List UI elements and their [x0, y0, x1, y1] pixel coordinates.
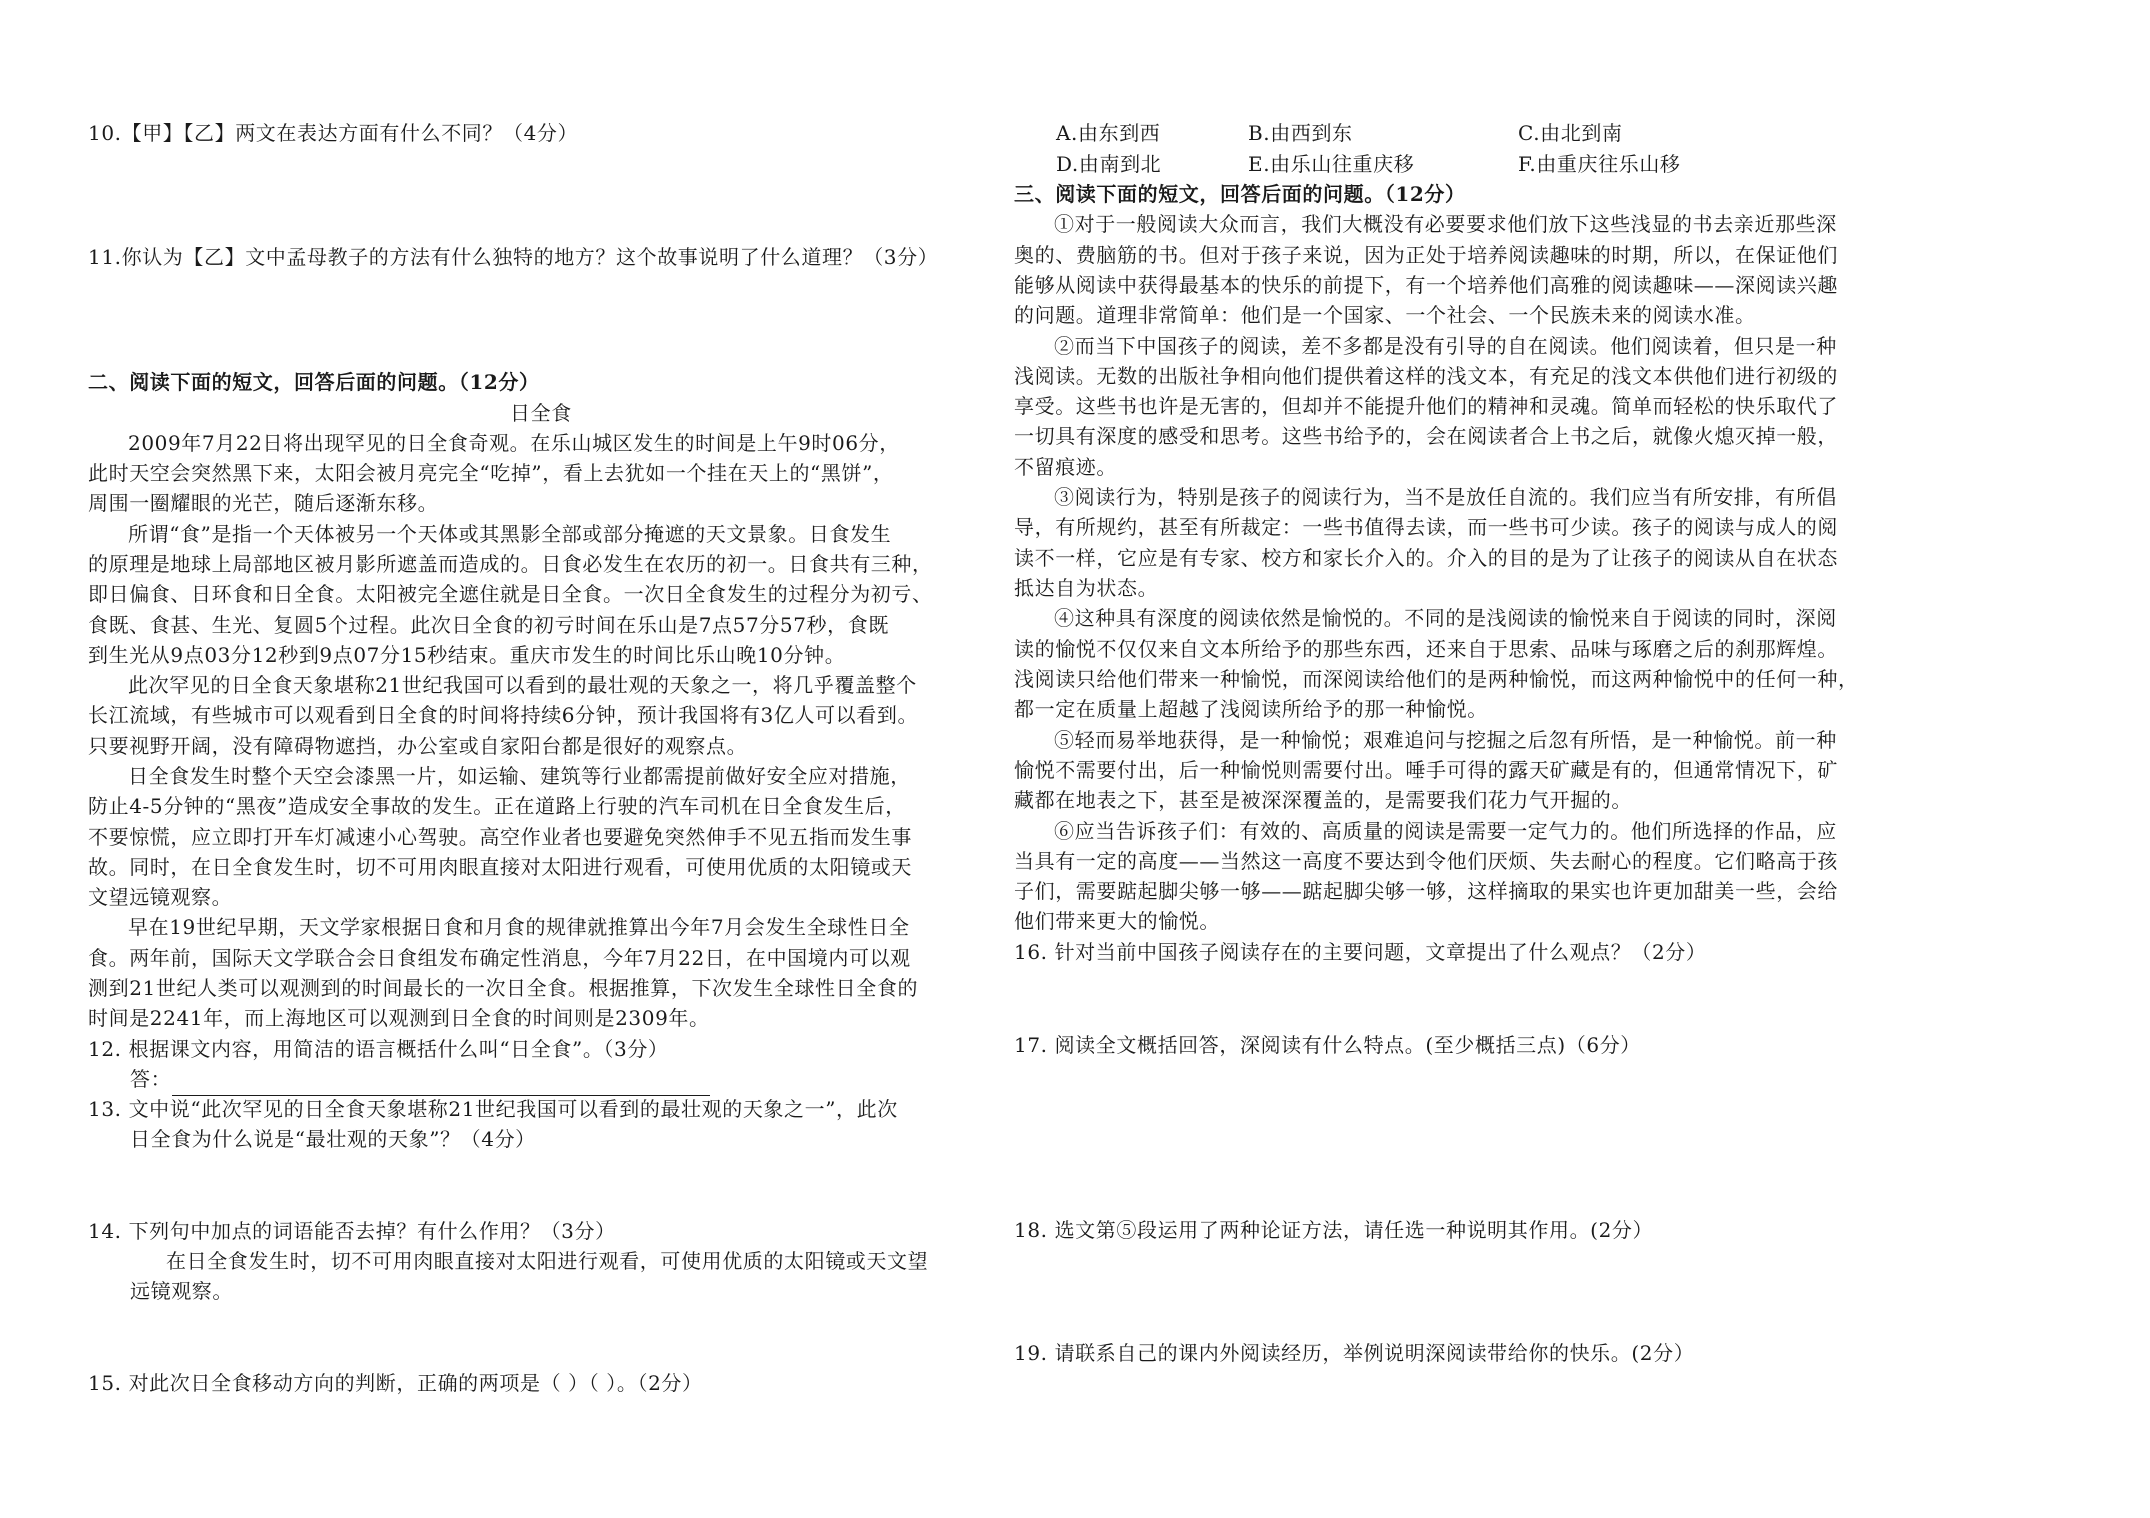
- option-c: C.由北到南: [1518, 121, 1623, 145]
- question-13: 13. 文中说“此次罕见的日全食天象堪称21世纪我国可以看到的最壮观的天象之一”，此次: [88, 1097, 898, 1121]
- question-14: 14. 下列句中加点的词语能否去掉？有什么作用？（3分）: [88, 1219, 616, 1243]
- passage-line: 当具有一定的高度——当然这一高度不要达到令他们厌烦、失去耐心的程度。它们略高于孩: [1014, 849, 1838, 873]
- passage-line: ②而当下中国孩子的阅读，差不多都是没有引导的自在阅读。他们阅读着，但只是一种: [1054, 334, 1837, 358]
- passage-line: 食。两年前，国际天文学联合会日食组发布确定性消息，今年7月22日，在中国境内可以观: [88, 946, 911, 970]
- option-d: D.由南到北: [1056, 152, 1162, 176]
- question-13-cont: 日全食为什么说是“最壮观的天象”？（4分）: [130, 1127, 536, 1151]
- left-column: [88, 0, 988, 1518]
- passage-line: 导，有所规约，甚至有所裁定：一些书值得去读，而一些书可少读。孩子的阅读与成人的阅: [1014, 515, 1838, 539]
- passage-line: 的原理是地球上局部地区被月影所遮盖而造成的。日食必发生在农历的初一。日食共有三种，: [88, 552, 933, 576]
- passage-line: 愉悦不需要付出，后一种愉悦则需要付出。唾手可得的露天矿藏是有的，但通常情况下，矿: [1014, 758, 1838, 782]
- question-19: 19. 请联系自己的课内外阅读经历，举例说明深阅读带给你的快乐。(2分）: [1014, 1341, 1695, 1365]
- option-a: A.由东到西: [1056, 121, 1161, 145]
- section-3-heading: 三、阅读下面的短文，回答后面的问题。（12分）: [1014, 182, 1466, 206]
- passage-line: 抵达自为状态。: [1014, 576, 1159, 600]
- question-10: 10.【甲】【乙】两文在表达方面有什么不同？（4分）: [88, 121, 579, 145]
- passage-line: 只要视野开阔，没有障碍物遮挡，办公室或自家阳台都是很好的观察点。: [88, 734, 748, 758]
- passage-line: 享受。这些书也许是无害的，但却并不能提升他们的精神和灵魂。简单而轻松的快乐取代了: [1014, 394, 1838, 418]
- question-12: 12. 根据课文内容，用简洁的语言概括什么叫“日全食”。（3分）: [88, 1037, 669, 1061]
- passage-line: ⑥应当告诉孩子们：有效的、高质量的阅读是需要一定气力的。他们所选择的作品，应: [1054, 819, 1837, 843]
- passage-line: 浅阅读。无数的出版社争相向他们提供着这样的浅文本，有充足的浅文本供他们进行初级的: [1014, 364, 1838, 388]
- passage-line: ①对于一般阅读大众而言，我们大概没有必要要求他们放下这些浅显的书去亲近那些深: [1054, 212, 1837, 236]
- passage-title: 日全食: [510, 401, 572, 425]
- passage-line: 所谓“食”是指一个天体被另一个天体或其黑影全部或部分掩遮的天文景象。日食发生: [128, 522, 892, 546]
- question-15: 15. 对此次日全食移动方向的判断，正确的两项是（ ）（ ）。（2分）: [88, 1371, 703, 1395]
- answer-label: 答：: [130, 1067, 172, 1091]
- passage-line: 到生光从9点03分12秒到9点07分15秒结束。重庆市发生的时间比乐山晚10分钟。: [88, 643, 846, 667]
- passage-line: 的问题。道理非常简单：他们是一个国家、一个社会、一个民族未来的阅读水准。: [1014, 303, 1756, 327]
- passage-line: 周围一圈耀眼的光芒，随后逐渐东移。: [88, 491, 439, 515]
- passage-line: 读不一样，它应是有专家、校方和家长介入的。介入的目的是为了让孩子的阅读从自在状态: [1014, 546, 1838, 570]
- passage-line: 故。同时，在日全食发生时，切不可用肉眼直接对太阳进行观看，可使用优质的太阳镜或天: [88, 855, 912, 879]
- passage-line: 奥的、费脑筋的书。但对于孩子来说，因为正处于培养阅读趣味的时期，所以，在保证他们: [1014, 243, 1838, 267]
- passage-line: 此时天空会突然黑下来，太阳会被月亮完全“吃掉”，看上去犹如一个挂在天上的“黑饼”，: [88, 461, 894, 485]
- passage-line: 浅阅读只给他们带来一种愉悦，而深阅读给他们的是两种愉悦，而这两种愉悦中的任何一种，: [1014, 667, 1859, 691]
- passage-line: 不留痕迹。: [1014, 455, 1117, 479]
- passage-line: 他们带来更大的愉悦。: [1014, 909, 1220, 933]
- option-f: F.由重庆往乐山移: [1518, 152, 1681, 176]
- question-17: 17. 阅读全文概括回答，深阅读有什么特点。(至少概括三点)（6分）: [1014, 1033, 1641, 1057]
- question-16: 16. 针对当前中国孩子阅读存在的主要问题，文章提出了什么观点？（2分）: [1014, 940, 1707, 964]
- answer-line: [172, 1095, 710, 1096]
- passage-line: 不要惊慌，应立即打开车灯减速小心驾驶。高空作业者也要避免突然伸手不见五指而发生事: [88, 825, 912, 849]
- passage-line: 文望远镜观察。: [88, 885, 233, 909]
- passage-line: 防止4-5分钟的“黑夜”造成安全事故的发生。正在道路上行驶的汽车司机在日全食发生后，: [88, 794, 906, 818]
- passage-line: 藏都在地表之下，甚至是被深深覆盖的，是需要我们花力气开掘的。: [1014, 788, 1632, 812]
- passage-line: 早在19世纪早期，天文学家根据日食和月食的规律就推算出今年7月会发生全球性日全: [128, 915, 910, 939]
- passage-line: 时间是2241年，而上海地区可以观测到日全食的时间则是2309年。: [88, 1006, 710, 1030]
- passage-line: ⑤轻而易举地获得，是一种愉悦；艰难追问与挖掘之后忽有所悟，是一种愉悦。前一种: [1054, 728, 1837, 752]
- passage-line: 读的愉悦不仅仅来自文本所给予的那些东西，还来自于思索、品味与琢磨之后的刹那辉煌。: [1014, 637, 1838, 661]
- question-14-sentence: 在日全食发生时，切不可用肉眼直接对太阳进行观看，可使用优质的太阳镜或天文望: [166, 1249, 929, 1273]
- option-b: B.由西到东: [1248, 121, 1353, 145]
- passage-line: ③阅读行为，特别是孩子的阅读行为，当不是放任自流的。我们应当有所安排，有所倡: [1054, 485, 1837, 509]
- passage-line: 日全食发生时整个天空会漆黑一片，如运输、建筑等行业都需提前做好安全应对措施，: [128, 764, 911, 788]
- option-e: E.由乐山往重庆移: [1248, 152, 1415, 176]
- section-2-heading: 二、阅读下面的短文，回答后面的问题。（12分）: [88, 370, 540, 394]
- passage-line: 即日偏食、日环食和日全食。太阳被完全遮住就是日全食。一次日全食发生的过程分为初亏、: [88, 582, 933, 606]
- passage-line: 都一定在质量上超越了浅阅读所给予的那一种愉悦。: [1014, 697, 1488, 721]
- passage-line: 一切具有深度的感受和思考。这些书给予的，会在阅读者合上书之后，就像火熄灭掉一般，: [1014, 424, 1838, 448]
- question-18: 18. 选文第⑤段运用了两种论证方法，请任选一种说明其作用。(2分）: [1014, 1218, 1654, 1242]
- question-14-sentence-cont: 远镜观察。: [130, 1279, 233, 1303]
- passage-line: 测到21世纪人类可以观测到的时间最长的一次日全食。根据推算，下次发生全球性日全食的: [88, 976, 919, 1000]
- passage-line: 此次罕见的日全食天象堪称21世纪我国可以看到的最壮观的天象之一，将几乎覆盖整个: [128, 673, 917, 697]
- passage-line: 能够从阅读中获得最基本的快乐的前提下，有一个培养他们高雅的阅读趣味——深阅读兴趣: [1014, 273, 1838, 297]
- passage-line: 子们，需要踮起脚尖够一够——踮起脚尖够一够，这样摘取的果实也许更加甜美一些，会给: [1014, 879, 1838, 903]
- right-column: [1014, 0, 1914, 1518]
- passage-line: ④这种具有深度的阅读依然是愉悦的。不同的是浅阅读的愉悦来自于阅读的同时，深阅: [1054, 606, 1837, 630]
- passage-line: 2009年7月22日将出现罕见的日全食奇观。在乐山城区发生的时间是上午9时06分，: [128, 431, 900, 455]
- passage-line: 食既、食甚、生光、复圆5个过程。此次日全食的初亏时间在乐山是7点57分57秒，食既: [88, 613, 889, 637]
- passage-line: 长江流域，有些城市可以观看到日全食的时间将持续6分钟，预计我国将有3亿人可以看到。: [88, 703, 919, 727]
- question-11: 11.你认为【乙】文中孟母教子的方法有什么独特的地方？这个故事说明了什么道理？（3分）: [88, 245, 939, 269]
